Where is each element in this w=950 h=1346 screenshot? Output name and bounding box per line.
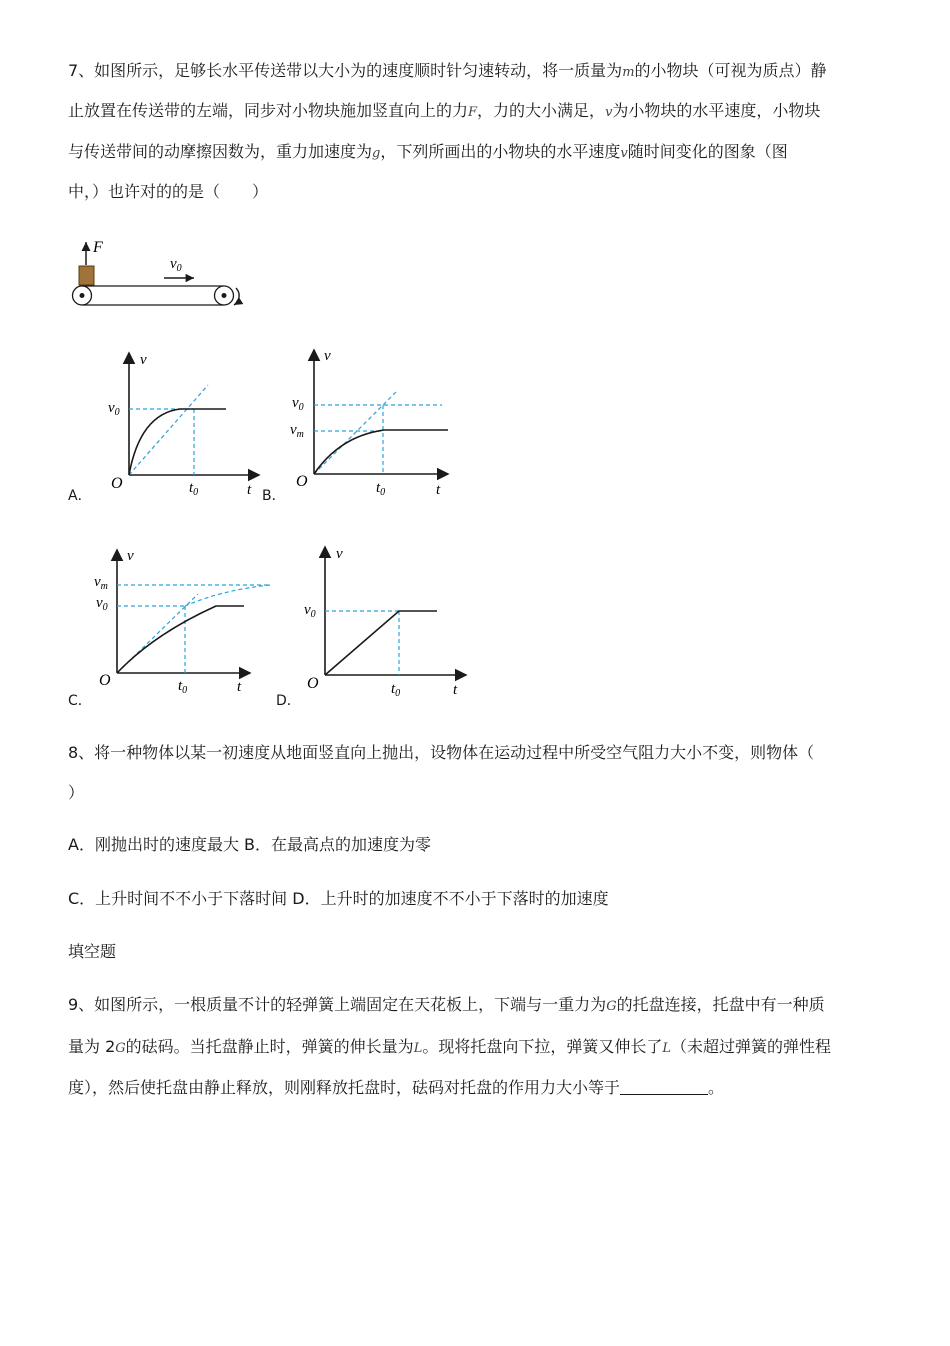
velocity-curve [129, 409, 226, 475]
q8-option-ab: A．刚抛出时的速度最大 B．在最高点的加速度为零 [68, 835, 432, 854]
graph-option-d [300, 542, 472, 702]
velocity-curve [117, 606, 244, 673]
q7-line-4 [68, 182, 268, 202]
q8-line-2 [68, 783, 84, 803]
q9-text: （未超过弹簧的弹性程 [670, 1037, 831, 1056]
option-c-label: C． [68, 693, 92, 709]
q8-options-cd [68, 889, 609, 909]
axis-t-label: t [436, 482, 441, 498]
clockwise-rotation-arrow [234, 288, 239, 305]
origin-label: O [111, 475, 123, 492]
axis-t-label: t [453, 682, 458, 698]
var-L: L [662, 1041, 671, 1056]
conveyor-belt-diagram [66, 232, 252, 314]
axis-t-label: t [237, 679, 242, 695]
axis-t-label: t [247, 482, 252, 498]
origin-label: O [296, 473, 308, 490]
q7-text: 7、如图所示，足够长水平传送带以大小为的速度顺时针匀速转动，将一质量为 [68, 61, 623, 80]
option-d-label: D． [276, 693, 301, 709]
var-v: v [620, 146, 628, 161]
v0-label: $v_0$ [108, 400, 120, 418]
axis-v-label: v [336, 546, 343, 562]
q7-line-1 [68, 61, 827, 83]
q9-text: 的托盘连接，托盘中有一种质 [616, 995, 825, 1014]
belt-speed-label: $v_0$ [170, 256, 182, 274]
q7-text: ，下列所画出的小物块的水平速度 [380, 142, 621, 161]
q7-text: 的小物块（可视为质点）静 [634, 61, 827, 80]
v0-label: $v_0$ [304, 602, 316, 620]
var-v: v [605, 105, 613, 120]
axis-v-label: v [324, 348, 331, 364]
q9-line-2 [68, 1037, 831, 1059]
q8-text: ） [68, 783, 85, 802]
force-label: F [93, 239, 103, 256]
graph-option-b [288, 344, 456, 500]
q8-text: 8、将一种物体以某一初速度从地面竖直向上抛出，设物体在运动过程中所受空气阻力大小不变，则物体（ [68, 743, 815, 762]
q9-line-1 [68, 995, 825, 1017]
var-L: L [413, 1041, 423, 1056]
section-heading [68, 942, 116, 962]
q8-options-ab [68, 835, 431, 855]
q7-text: 为小物块的水平速度，小物块 [612, 101, 821, 120]
origin-label: O [99, 672, 111, 689]
q8-line-1 [68, 743, 814, 763]
var-G: G [115, 1041, 126, 1056]
q9-text: 9、如图所示，一根质量不计的轻弹簧上端固定在天花板上，下端与一重力为 [68, 995, 607, 1014]
var-F: F [468, 105, 478, 120]
q7-text: 止放置在传送带的左端，同步对小物块施加竖直向上的力 [68, 101, 469, 120]
vm-label: $v_m$ [94, 574, 108, 592]
graph-option-a [104, 348, 264, 500]
section-title: 填空题 [68, 942, 117, 961]
option-b-label: B． [262, 488, 286, 504]
slope-guide [314, 392, 396, 474]
q7-text: 随时间变化的图象（图 [627, 142, 788, 161]
velocity-curve [325, 611, 437, 675]
answer-blank[interactable] [620, 1078, 708, 1095]
vm-label: $v_m$ [290, 422, 304, 440]
slope-guide [129, 385, 208, 475]
v0-label: $v_0$ [96, 595, 108, 613]
left-pulley-axle [80, 293, 85, 298]
graph-option-c [92, 546, 274, 702]
var-m: m [622, 65, 635, 80]
velocity-curve [314, 430, 448, 474]
var-G: G [606, 999, 617, 1014]
q9-text: 。现将托盘向下拉，弹簧又伸长了 [422, 1037, 663, 1056]
q9-line-3 [68, 1078, 724, 1098]
axis-v-label: v [127, 548, 134, 564]
q9-text: 。 [708, 1078, 725, 1097]
q7-line-3 [68, 142, 788, 164]
t0-label: $t_0$ [376, 480, 386, 498]
q9-text: 度），然后使托盘由静止释放，则刚释放托盘时，砝码对托盘的作用力大小等于 [68, 1078, 621, 1097]
q7-text: ，力的大小满足， [477, 101, 606, 120]
right-pulley-axle [222, 293, 227, 298]
q7-text: 与传送带间的动摩擦因数为，重力加速度为 [68, 142, 373, 161]
q9-text: 量为 2 [68, 1037, 116, 1056]
t0-label: $t_0$ [391, 681, 401, 699]
q8-option-cd: C．上升时间不不小于下落时间 D．上升时的加速度不不小于下落时的加速度 [68, 889, 609, 908]
q7-line-2 [68, 101, 820, 123]
extended-curve-guide [185, 585, 270, 606]
var-g: g [372, 146, 381, 161]
axis-v-label: v [140, 352, 147, 368]
t0-label: $t_0$ [178, 678, 188, 696]
q9-text: 的砝码。当托盘静止时，弹簧的伸长量为 [125, 1037, 414, 1056]
v0-label: $v_0$ [292, 395, 304, 413]
q7-text: 中，）也许对的的是（ ） [68, 182, 269, 201]
t0-label: $t_0$ [189, 480, 199, 498]
small-block [79, 266, 94, 285]
origin-label: O [307, 675, 319, 692]
option-a-label: A． [68, 488, 92, 504]
